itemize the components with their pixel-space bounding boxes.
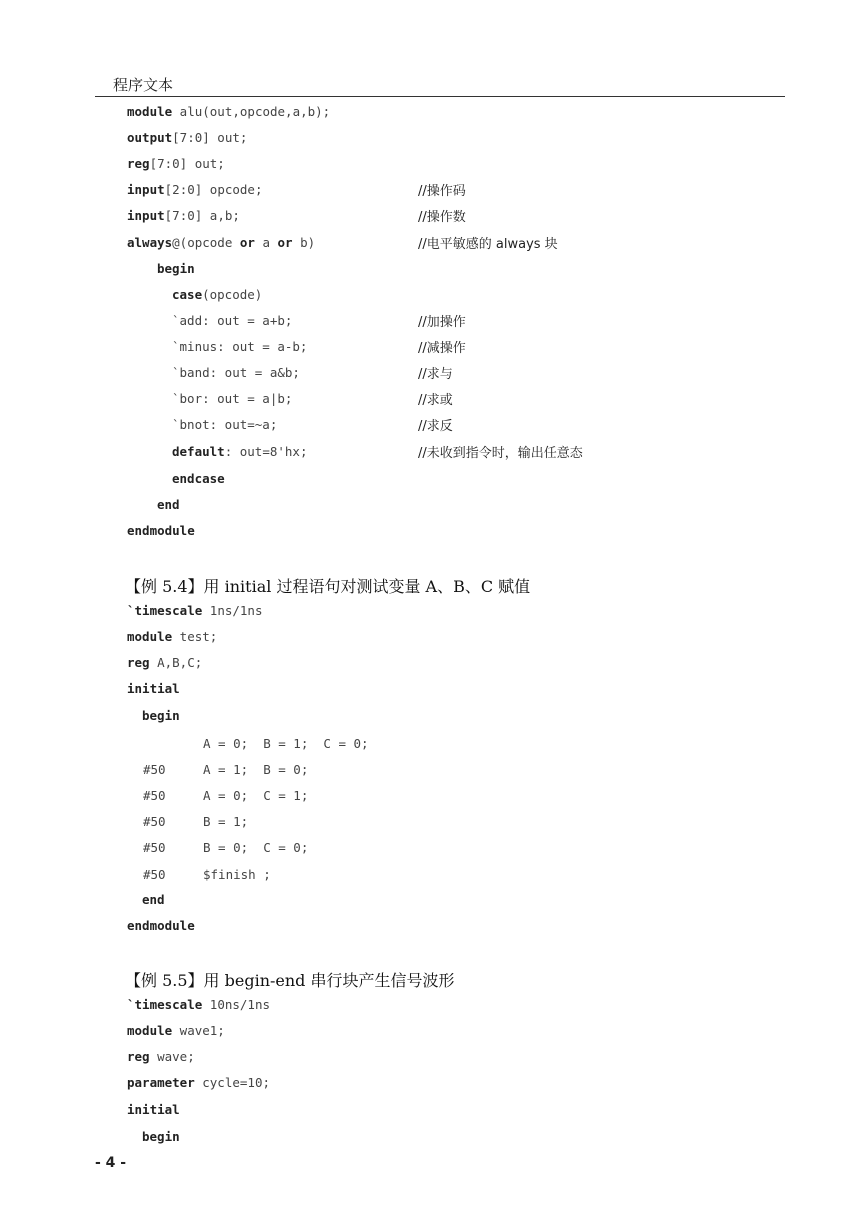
code-line: reg A,B,C; (127, 655, 203, 670)
code-line: reg wave; (127, 1049, 195, 1064)
code-comment: //操作码 (418, 184, 466, 199)
code-comment: //操作数 (418, 210, 466, 225)
code-line: `timescale 1ns/1ns (127, 603, 263, 618)
code-comment: //减操作 (418, 341, 466, 356)
code-line: #50 (143, 814, 166, 829)
code-line: output[7:0] out; (127, 130, 248, 145)
code-line: default: out=8'hx; (172, 444, 308, 459)
code-line: always@(opcode or a or b) (127, 235, 316, 250)
code-line: `minus: out = a-b; (172, 339, 308, 354)
code-line: `bnot: out=~a; (172, 417, 278, 432)
code-comment: //加操作 (418, 315, 466, 330)
code-line: `bor: out = a|b; (172, 391, 293, 406)
code-line: endcase (172, 471, 225, 486)
code-line: endmodule (127, 918, 195, 933)
code-comment: //未收到指令时，输出任意态 (418, 446, 583, 461)
code-line: module test; (127, 629, 218, 644)
code-line: A = 1; B = 0; (203, 762, 309, 777)
code-line: parameter cycle=10; (127, 1075, 270, 1090)
code-line: `timescale 10ns/1ns (127, 997, 270, 1012)
code-line: begin (157, 261, 195, 276)
header-rule (95, 96, 785, 97)
code-line: B = 1; (203, 814, 249, 829)
code-line: `add: out = a+b; (172, 313, 293, 328)
code-line: input[7:0] a,b; (127, 208, 240, 223)
code-comment: //求反 (418, 419, 453, 434)
code-line: end (142, 892, 165, 907)
code-line: end (157, 497, 180, 512)
code-comment: //求或 (418, 393, 453, 408)
code-line: initial (127, 681, 180, 696)
code-line: endmodule (127, 523, 195, 538)
code-line: A = 0; C = 1; (203, 788, 309, 803)
code-line: module alu(out,opcode,a,b); (127, 104, 331, 119)
code-comment: //求与 (418, 367, 453, 382)
code-comment: //电平敏感的 always 块 (418, 237, 558, 252)
example-title: 【例 5.4】用 initial 过程语句对测试变量 A、B、C 赋值 (125, 577, 531, 596)
code-line: A = 0; B = 1; C = 0; (203, 736, 369, 751)
code-line: $finish ; (203, 867, 271, 882)
code-line: reg[7:0] out; (127, 156, 225, 171)
code-line: case(opcode) (172, 287, 263, 302)
running-header: 程序文本 (113, 76, 174, 94)
code-line: module wave1; (127, 1023, 225, 1038)
code-line: #50 (143, 788, 166, 803)
example-title: 【例 5.5】用 begin-end 串行块产生信号波形 (125, 971, 455, 990)
code-line: #50 (143, 762, 166, 777)
code-line: begin (142, 708, 180, 723)
code-line: begin (142, 1129, 180, 1144)
code-line: #50 (143, 840, 166, 855)
code-line: initial (127, 1102, 180, 1117)
code-line: input[2:0] opcode; (127, 182, 263, 197)
page-number: - 4 - (95, 1155, 127, 1171)
code-line: `band: out = a&b; (172, 365, 300, 380)
code-line: #50 (143, 867, 166, 882)
code-line: B = 0; C = 0; (203, 840, 309, 855)
